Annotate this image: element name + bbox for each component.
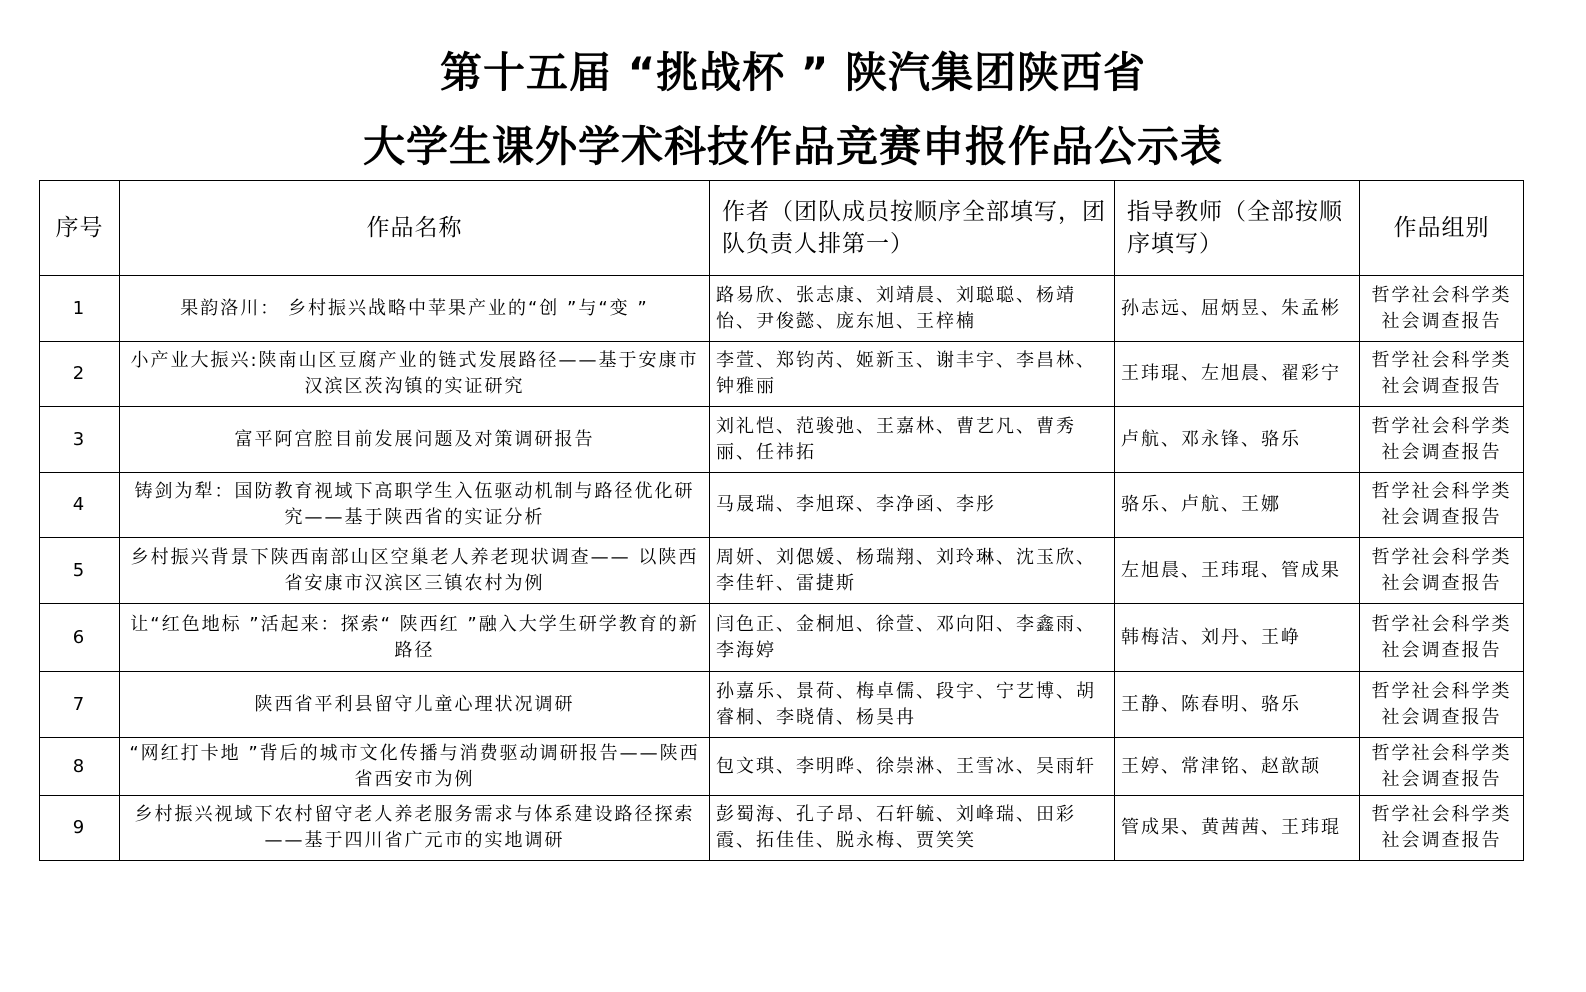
cell-authors: 闫色正、金桐旭、徐萱、邓向阳、李鑫雨、李海婷 xyxy=(710,604,1115,672)
title-line-1: 第十五届 “挑战杯 ” 陕汽集团陕西省 xyxy=(439,48,1147,97)
table-row xyxy=(40,407,1524,473)
cell-authors: 周妍、刘偲媛、杨瑞翔、刘玲琳、沈玉欣、李佳轩、雷捷斯 xyxy=(710,538,1115,604)
table-row xyxy=(40,342,1524,407)
cell-group xyxy=(1360,604,1524,672)
group-subcategory: 社会调查报告 xyxy=(1381,639,1502,661)
group-subcategory: 社会调查报告 xyxy=(1381,376,1502,397)
cell-work-name: 富平阿宫腔目前发展问题及对策调研报告 xyxy=(120,407,710,473)
group-category: 哲学社会科学类 xyxy=(1371,415,1512,437)
cell-authors: 路易欣、张志康、刘靖晨、刘聪聪、杨靖怡、尹俊懿、庞东旭、王梓楠 xyxy=(710,276,1115,342)
group-subcategory: 社会调查报告 xyxy=(1381,768,1502,790)
group-subcategory: 社会调查报告 xyxy=(1381,310,1502,332)
cell-work-name: 让“红色地标 ”活起来：探索“ 陕西红 ”融入大学生研学教育的新路径 xyxy=(120,604,710,672)
group-subcategory: 社会调查报告 xyxy=(1381,830,1502,851)
cell-teachers: 孙志远、屈炳昱、朱孟彬 xyxy=(1115,276,1360,342)
table-row xyxy=(40,538,1524,604)
group-category: 哲学社会科学类 xyxy=(1371,284,1512,306)
group-category: 哲学社会科学类 xyxy=(1371,804,1512,825)
cell-group xyxy=(1360,276,1524,342)
cell-group xyxy=(1360,407,1524,473)
cell-teachers: 骆乐、卢航、王娜 xyxy=(1115,473,1360,538)
cell-teachers: 韩梅洁、刘丹、王峥 xyxy=(1115,604,1360,672)
cell-group xyxy=(1360,738,1524,796)
cell-seq: 8 xyxy=(40,738,120,796)
group-subcategory: 社会调查报告 xyxy=(1381,706,1502,728)
cell-work-name: 乡村振兴视域下农村留守老人养老服务需求与体系建设路径探索——基于四川省广元市的实地调研 xyxy=(120,796,710,861)
cell-authors: 包文琪、李明晔、徐崇淋、王雪冰、吴雨轩 xyxy=(710,738,1115,796)
header-authors: 作者（团队成员按顺序全部填写，团队负责人排第一） xyxy=(710,181,1115,276)
group-subcategory: 社会调查报告 xyxy=(1381,572,1502,594)
group-subcategory: 社会调查报告 xyxy=(1381,441,1502,463)
header-seq: 序号 xyxy=(40,181,120,276)
cell-seq: 2 xyxy=(40,342,120,407)
table-row xyxy=(40,473,1524,538)
table-row xyxy=(40,604,1524,672)
header-teachers: 指导教师（全部按顺序填写） xyxy=(1115,181,1360,276)
group-category: 哲学社会科学类 xyxy=(1371,481,1512,502)
cell-authors: 马晟瑞、李旭琛、李净函、李彤 xyxy=(710,473,1115,538)
header-name: 作品名称 xyxy=(120,181,710,276)
cell-group xyxy=(1360,473,1524,538)
cell-teachers: 王婷、常津铭、赵歆颉 xyxy=(1115,738,1360,796)
cell-group xyxy=(1360,672,1524,738)
cell-seq: 4 xyxy=(40,473,120,538)
table-row xyxy=(40,276,1524,342)
cell-seq: 6 xyxy=(40,604,120,672)
group-category: 哲学社会科学类 xyxy=(1371,613,1512,635)
cell-work-name: 铸剑为犁：国防教育视域下高职学生入伍驱动机制与路径优化研究——基于陕西省的实证分析 xyxy=(120,473,710,538)
cell-group xyxy=(1360,796,1524,861)
cell-teachers: 卢航、邓永锋、骆乐 xyxy=(1115,407,1360,473)
cell-seq: 7 xyxy=(40,672,120,738)
cell-authors: 彭蜀海、孔子昂、石轩毓、刘峰瑞、田彩霞、拓佳佳、脱永梅、贾笑笑 xyxy=(710,796,1115,861)
cell-seq: 5 xyxy=(40,538,120,604)
cell-group xyxy=(1360,538,1524,604)
cell-authors: 孙嘉乐、景荷、梅卓儒、段宇、宁艺博、胡睿桐、李晓倩、杨昊冉 xyxy=(710,672,1115,738)
cell-seq: 9 xyxy=(40,796,120,861)
cell-work-name: 小产业大振兴:陕南山区豆腐产业的链式发展路径——基于安康市汉滨区茨沟镇的实证研究 xyxy=(120,342,710,407)
cell-work-name: 陕西省平利县留守儿童心理状况调研 xyxy=(120,672,710,738)
group-category: 哲学社会科学类 xyxy=(1371,350,1512,371)
cell-seq: 3 xyxy=(40,407,120,473)
cell-work-name: 乡村振兴背景下陕西南部山区空巢老人养老现状调查—— 以陕西省安康市汉滨区三镇农村为例 xyxy=(120,538,710,604)
table-header-row xyxy=(40,181,1524,276)
table-row xyxy=(40,672,1524,738)
group-category: 哲学社会科学类 xyxy=(1371,680,1512,702)
submission-table xyxy=(39,180,1524,861)
cell-teachers: 左旭晨、王玮琨、管成果 xyxy=(1115,538,1360,604)
title-line-2: 大学生课外学术科技作品竞赛申报作品公示表 xyxy=(362,122,1223,171)
group-subcategory: 社会调查报告 xyxy=(1381,507,1502,528)
cell-authors: 李萱、郑钧芮、姬新玉、谢丰宇、李昌林、钟雅丽 xyxy=(710,342,1115,407)
cell-seq: 1 xyxy=(40,276,120,342)
table-row xyxy=(40,796,1524,861)
cell-work-name: “网红打卡地 ”背后的城市文化传播与消费驱动调研报告——陕西省西安市为例 xyxy=(120,738,710,796)
table-row xyxy=(40,738,1524,796)
cell-group xyxy=(1360,342,1524,407)
cell-teachers: 王玮琨、左旭晨、翟彩宁 xyxy=(1115,342,1360,407)
cell-teachers: 管成果、黄茜茜、王玮琨 xyxy=(1115,796,1360,861)
cell-authors: 刘礼恺、范骏弛、王嘉林、曹艺凡、曹秀丽、任祎拓 xyxy=(710,407,1115,473)
cell-teachers: 王静、陈春明、骆乐 xyxy=(1115,672,1360,738)
group-category: 哲学社会科学类 xyxy=(1371,742,1512,764)
group-category: 哲学社会科学类 xyxy=(1371,546,1512,568)
cell-work-name: 果韵洛川： 乡村振兴战略中苹果产业的“创 ”与“变 ” xyxy=(120,276,710,342)
header-group: 作品组别 xyxy=(1360,181,1524,276)
